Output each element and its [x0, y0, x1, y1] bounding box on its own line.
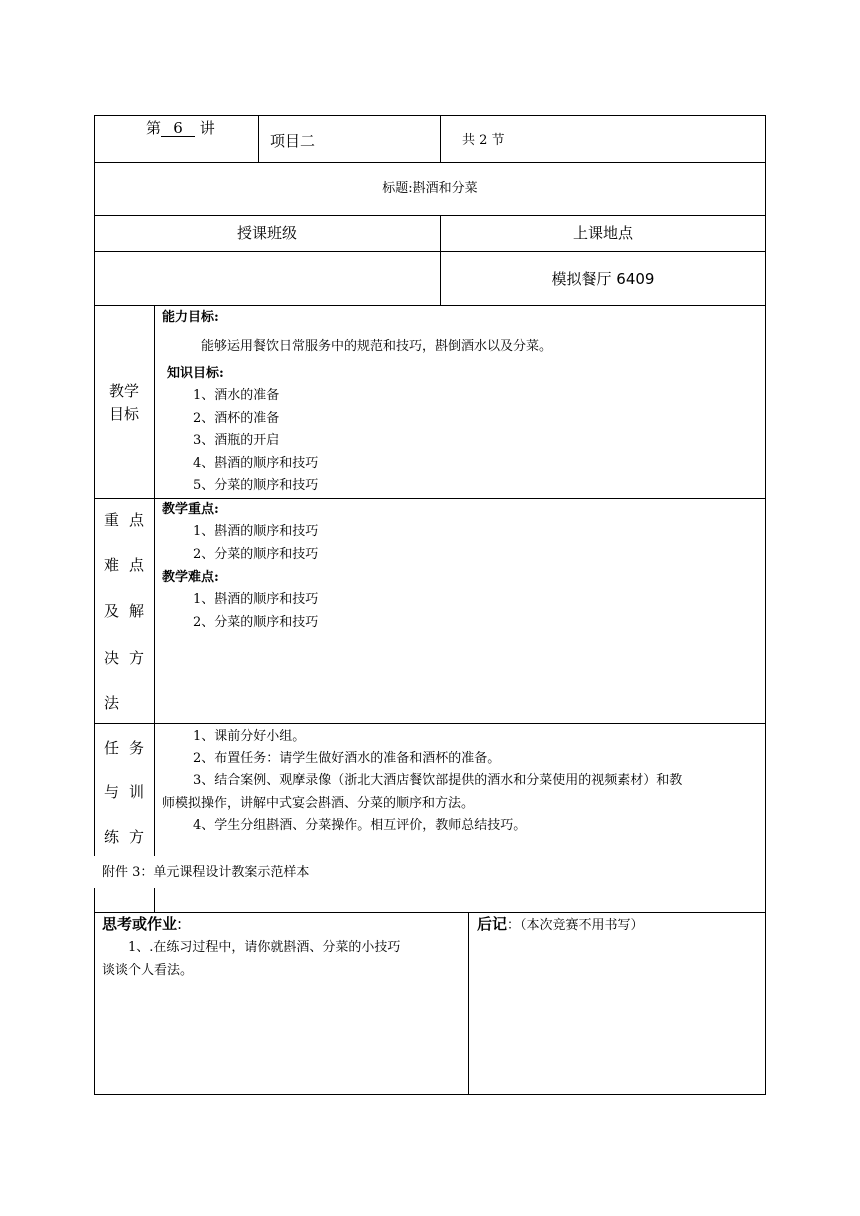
attachment-stub-mid	[154, 888, 155, 913]
lower-table-left	[94, 912, 95, 1095]
key-points-side-label	[94, 498, 154, 723]
side-char: 练	[104, 828, 120, 846]
objectives-side-label-1: 教学	[108, 382, 139, 400]
homework-heading-colon: :	[177, 915, 183, 933]
knowledge-item: 5、分菜的顺序和技巧	[193, 478, 319, 493]
task-item: 2、布置任务：请学生做好酒水的准备和酒杯的准备。	[193, 751, 501, 766]
tasks-side-label	[94, 723, 154, 856]
sessions-cell: 共 2 节	[462, 133, 505, 148]
side-char: 方	[128, 649, 144, 667]
lower-table-bottom	[94, 1094, 766, 1095]
homework-line: 谈谈个人看法。	[102, 963, 194, 978]
knowledge-item: 3、酒瓶的开启	[193, 433, 280, 448]
side-char: 训	[128, 783, 144, 801]
side-char: 及	[104, 602, 120, 620]
row-divider-header	[94, 162, 766, 163]
postscript-heading: 后记	[477, 915, 508, 933]
lower-table-right	[765, 912, 766, 1095]
side-label-divider	[154, 305, 155, 856]
lesson-title: 标题:斟酒和分菜	[382, 181, 478, 196]
side-char: 决	[104, 649, 120, 667]
side-char: 解	[128, 602, 144, 620]
task-item: 3、结合案例、观摩录像（浙北大酒店餐饮部提供的酒水和分菜使用的视频素材）和教	[193, 773, 683, 788]
knowledge-heading: 知识目标:	[167, 366, 224, 381]
attachment-stub-left	[94, 888, 95, 913]
row-divider-class-labels	[94, 251, 766, 252]
ability-text: 能够运用餐饮日常服务中的规范和技巧，斟倒酒水以及分菜。	[201, 339, 553, 354]
knowledge-item: 2、酒杯的准备	[193, 411, 280, 426]
homework-heading-line	[102, 913, 182, 935]
knowledge-item: 4、斟酒的顺序和技巧	[193, 456, 319, 471]
side-char: 与	[104, 783, 120, 801]
task-item: 师模拟操作，讲解中式宴会斟酒、分菜的顺序和方法。	[162, 796, 475, 811]
header-divider-2	[440, 115, 441, 162]
table-border-top	[94, 115, 766, 116]
side-char: 方	[128, 828, 144, 846]
postscript-line	[477, 913, 644, 937]
lower-table-top	[94, 912, 766, 913]
difficulty-item: 2、分菜的顺序和技巧	[193, 615, 319, 630]
side-char: 务	[128, 739, 144, 757]
side-char: 难	[104, 556, 120, 574]
objectives-side-label-2: 目标	[108, 405, 139, 423]
difficulty-heading: 教学难点:	[162, 570, 219, 585]
knowledge-item: 1、酒水的准备	[193, 388, 280, 403]
side-char: 任	[104, 739, 120, 757]
task-item: 1、课前分好小组。	[193, 729, 306, 744]
location-label: 上课地点	[572, 224, 633, 242]
postscript-note: ：（本次竞赛不用书写）	[507, 918, 644, 933]
difficulty-item: 1、斟酒的顺序和技巧	[193, 592, 319, 607]
lecture-number: 6	[161, 120, 195, 137]
homework-line: 1、.在练习过程中，请你就斟酒、分菜的小技巧	[128, 940, 401, 955]
row-divider-key-points	[94, 723, 766, 724]
class-label: 授课班级	[236, 224, 297, 242]
header-divider-1	[258, 115, 259, 162]
lower-table-mid	[468, 912, 469, 1095]
project-cell: 项目二	[270, 132, 316, 150]
row-divider-class-values	[94, 305, 766, 306]
homework-heading: 思考或作业	[102, 915, 178, 933]
side-char: 重	[104, 511, 120, 529]
row-divider-title	[94, 215, 766, 216]
side-char: 点	[128, 556, 144, 574]
side-char: 点	[128, 511, 144, 529]
focus-item: 1、斟酒的顺序和技巧	[193, 524, 319, 539]
ability-heading: 能力目标:	[162, 310, 219, 325]
side-char: 法	[104, 694, 120, 712]
lecture-number-cell	[146, 117, 215, 139]
location-value: 模拟餐厅 6409	[551, 270, 655, 288]
focus-heading: 教学重点:	[162, 502, 219, 517]
attachment-note: 附件 3：单元课程设计教案示范样本	[102, 865, 310, 880]
lecture-suffix: 讲	[199, 119, 215, 137]
focus-item: 2、分菜的顺序和技巧	[193, 547, 319, 562]
lecture-prefix: 第	[146, 119, 162, 137]
task-item: 4、学生分组斟酒、分菜操作。相互评价，教师总结技巧。	[193, 818, 527, 833]
